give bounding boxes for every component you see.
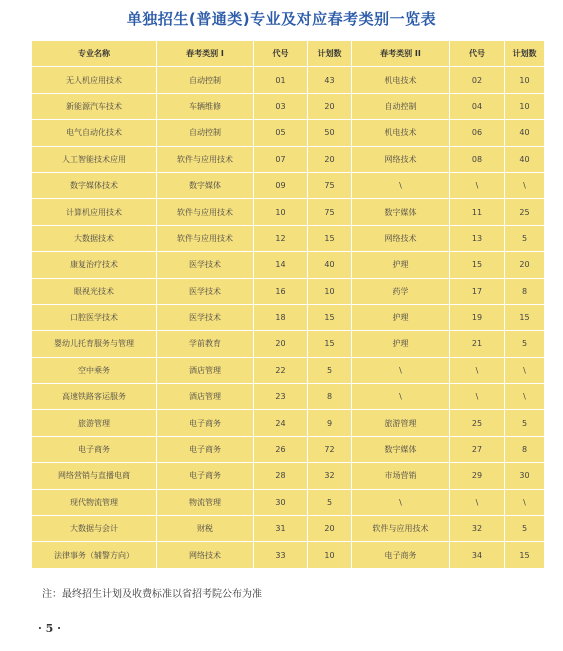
cell-code-2: 32 [450, 516, 505, 542]
table-row [32, 146, 545, 172]
cell-category-1: 软件与应用技术 [157, 225, 254, 251]
cell-code-1: 26 [254, 436, 308, 462]
table-row [32, 410, 545, 436]
cell-plan-1: 75 [308, 172, 352, 198]
cell-category-1: 学前教育 [157, 331, 254, 357]
cell-major-name: 新能源汽车技术 [32, 93, 157, 119]
cell-code-1: 01 [254, 67, 308, 93]
cell-major-name: 大数据与会计 [32, 516, 157, 542]
page-number: · 5 · [38, 622, 61, 635]
table-row [32, 120, 545, 146]
cell-plan-1: 20 [308, 93, 352, 119]
cell-plan-1: 40 [308, 252, 352, 278]
table-row [32, 278, 545, 304]
cell-category-1: 电子商务 [157, 463, 254, 489]
cell-code-2: 15 [450, 252, 505, 278]
cell-plan-2: 5 [505, 225, 545, 251]
table-row [32, 357, 545, 383]
cell-category-1: 电子商务 [157, 410, 254, 436]
cell-category-2: \ [352, 172, 450, 198]
cell-category-1: 网络技术 [157, 542, 254, 568]
cell-code-2: 04 [450, 93, 505, 119]
cell-code-1: 14 [254, 252, 308, 278]
cell-code-1: 12 [254, 225, 308, 251]
cell-plan-2: 15 [505, 542, 545, 568]
cell-major-name: 数字媒体技术 [32, 172, 157, 198]
cell-major-name: 计算机应用技术 [32, 199, 157, 225]
cell-category-2: \ [352, 489, 450, 515]
cell-code-1: 09 [254, 172, 308, 198]
cell-code-2: 21 [450, 331, 505, 357]
cell-category-1: 数字媒体 [157, 172, 254, 198]
cell-plan-2: 25 [505, 199, 545, 225]
cell-code-2: 13 [450, 225, 505, 251]
cell-code-2: 29 [450, 463, 505, 489]
cell-plan-2: 8 [505, 436, 545, 462]
cell-plan-1: 72 [308, 436, 352, 462]
cell-category-1: 医学技术 [157, 278, 254, 304]
cell-code-1: 05 [254, 120, 308, 146]
cell-category-1: 软件与应用技术 [157, 199, 254, 225]
cell-code-2: 17 [450, 278, 505, 304]
cell-plan-2: 15 [505, 304, 545, 330]
header-code-1: 代号 [254, 41, 308, 67]
footnote: 注：最终招生计划及收费标准以省招考院公布为准 [42, 589, 262, 600]
cell-code-2: \ [450, 172, 505, 198]
cell-plan-2: 10 [505, 67, 545, 93]
cell-plan-1: 5 [308, 357, 352, 383]
cell-code-1: 07 [254, 146, 308, 172]
cell-code-1: 16 [254, 278, 308, 304]
cell-plan-2: 8 [505, 278, 545, 304]
cell-category-2: 软件与应用技术 [352, 516, 450, 542]
cell-plan-2: 5 [505, 331, 545, 357]
table-row [32, 252, 545, 278]
cell-category-1: 酒店管理 [157, 357, 254, 383]
cell-major-name: 空中乘务 [32, 357, 157, 383]
cell-code-1: 20 [254, 331, 308, 357]
table-row [32, 542, 545, 568]
cell-category-1: 电子商务 [157, 436, 254, 462]
cell-category-2: 网络技术 [352, 225, 450, 251]
cell-plan-2: \ [505, 384, 545, 410]
cell-category-2: 自动控制 [352, 93, 450, 119]
cell-category-1: 医学技术 [157, 304, 254, 330]
cell-category-1: 自动控制 [157, 120, 254, 146]
cell-plan-1: 8 [308, 384, 352, 410]
cell-plan-1: 10 [308, 278, 352, 304]
table-row [32, 93, 545, 119]
cell-code-1: 10 [254, 199, 308, 225]
cell-major-name: 康复治疗技术 [32, 252, 157, 278]
header-plan-2: 计划数 [505, 41, 545, 67]
header-category-1: 春考类别 I [157, 41, 254, 67]
header-code-2: 代号 [450, 41, 505, 67]
cell-code-1: 23 [254, 384, 308, 410]
cell-category-2: 护理 [352, 331, 450, 357]
cell-plan-1: 5 [308, 489, 352, 515]
cell-plan-1: 20 [308, 516, 352, 542]
cell-category-2: \ [352, 384, 450, 410]
table-row [32, 331, 545, 357]
cell-code-2: 19 [450, 304, 505, 330]
cell-plan-2: 20 [505, 252, 545, 278]
cell-major-name: 人工智能技术应用 [32, 146, 157, 172]
table-row [32, 199, 545, 225]
cell-category-1: 酒店管理 [157, 384, 254, 410]
cell-plan-2: \ [505, 489, 545, 515]
cell-plan-1: 75 [308, 199, 352, 225]
cell-major-name: 电气自动化技术 [32, 120, 157, 146]
cell-major-name: 电子商务 [32, 436, 157, 462]
table-row [32, 67, 545, 93]
cell-category-2: 护理 [352, 252, 450, 278]
cell-category-1: 自动控制 [157, 67, 254, 93]
cell-code-1: 03 [254, 93, 308, 119]
cell-category-2: 护理 [352, 304, 450, 330]
table-header-row [32, 41, 545, 67]
cell-plan-1: 10 [308, 542, 352, 568]
cell-category-2: 市场营销 [352, 463, 450, 489]
cell-category-1: 车辆维修 [157, 93, 254, 119]
cell-code-2: \ [450, 489, 505, 515]
cell-category-1: 软件与应用技术 [157, 146, 254, 172]
cell-plan-2: 5 [505, 410, 545, 436]
table-row [32, 489, 545, 515]
cell-plan-1: 50 [308, 120, 352, 146]
cell-code-2: 27 [450, 436, 505, 462]
cell-category-2: 药学 [352, 278, 450, 304]
cell-major-name: 现代物流管理 [32, 489, 157, 515]
cell-plan-2: 40 [505, 120, 545, 146]
cell-category-2: 机电技术 [352, 67, 450, 93]
cell-plan-2: \ [505, 357, 545, 383]
header-major-name: 专业名称 [32, 41, 157, 67]
table-row [32, 516, 545, 542]
cell-major-name: 大数据技术 [32, 225, 157, 251]
cell-plan-2: 40 [505, 146, 545, 172]
cell-plan-1: 32 [308, 463, 352, 489]
cell-category-2: 旅游管理 [352, 410, 450, 436]
table-row [32, 304, 545, 330]
cell-plan-1: 15 [308, 304, 352, 330]
cell-major-name: 高速铁路客运服务 [32, 384, 157, 410]
cell-plan-1: 43 [308, 67, 352, 93]
cell-code-1: 18 [254, 304, 308, 330]
cell-major-name: 无人机应用技术 [32, 67, 157, 93]
cell-code-2: 25 [450, 410, 505, 436]
cell-code-1: 30 [254, 489, 308, 515]
cell-category-1: 医学技术 [157, 252, 254, 278]
cell-code-2: 11 [450, 199, 505, 225]
cell-category-2: 电子商务 [352, 542, 450, 568]
cell-category-1: 财税 [157, 516, 254, 542]
cell-major-name: 旅游管理 [32, 410, 157, 436]
cell-code-1: 33 [254, 542, 308, 568]
cell-major-name: 口腔医学技术 [32, 304, 157, 330]
cell-category-2: 机电技术 [352, 120, 450, 146]
cell-plan-1: 15 [308, 225, 352, 251]
cell-plan-2: 10 [505, 93, 545, 119]
cell-category-1: 物流管理 [157, 489, 254, 515]
cell-category-2: \ [352, 357, 450, 383]
cell-code-2: 06 [450, 120, 505, 146]
cell-major-name: 法律事务（辅警方向） [32, 542, 157, 568]
cell-plan-1: 20 [308, 146, 352, 172]
enrollment-table [31, 40, 545, 569]
header-plan-1: 计划数 [308, 41, 352, 67]
cell-code-2: \ [450, 357, 505, 383]
page-title: 单独招生(普通类)专业及对应春考类别一览表 [126, 10, 437, 28]
cell-code-2: 08 [450, 146, 505, 172]
header-category-2: 春考类别 II [352, 41, 450, 67]
cell-major-name: 网络营销与直播电商 [32, 463, 157, 489]
cell-code-1: 24 [254, 410, 308, 436]
cell-plan-2: \ [505, 172, 545, 198]
cell-code-2: \ [450, 384, 505, 410]
cell-code-2: 34 [450, 542, 505, 568]
cell-category-2: 数字媒体 [352, 436, 450, 462]
table-row [32, 384, 545, 410]
cell-code-1: 22 [254, 357, 308, 383]
table-row [32, 436, 545, 462]
table-row [32, 172, 545, 198]
cell-category-2: 数字媒体 [352, 199, 450, 225]
cell-major-name: 眼视光技术 [32, 278, 157, 304]
cell-plan-2: 5 [505, 516, 545, 542]
cell-code-1: 28 [254, 463, 308, 489]
cell-plan-1: 9 [308, 410, 352, 436]
cell-code-2: 02 [450, 67, 505, 93]
table-row [32, 463, 545, 489]
table-row [32, 225, 545, 251]
cell-plan-2: 30 [505, 463, 545, 489]
cell-major-name: 婴幼儿托育服务与管理 [32, 331, 157, 357]
cell-category-2: 网络技术 [352, 146, 450, 172]
cell-code-1: 31 [254, 516, 308, 542]
cell-plan-1: 15 [308, 331, 352, 357]
